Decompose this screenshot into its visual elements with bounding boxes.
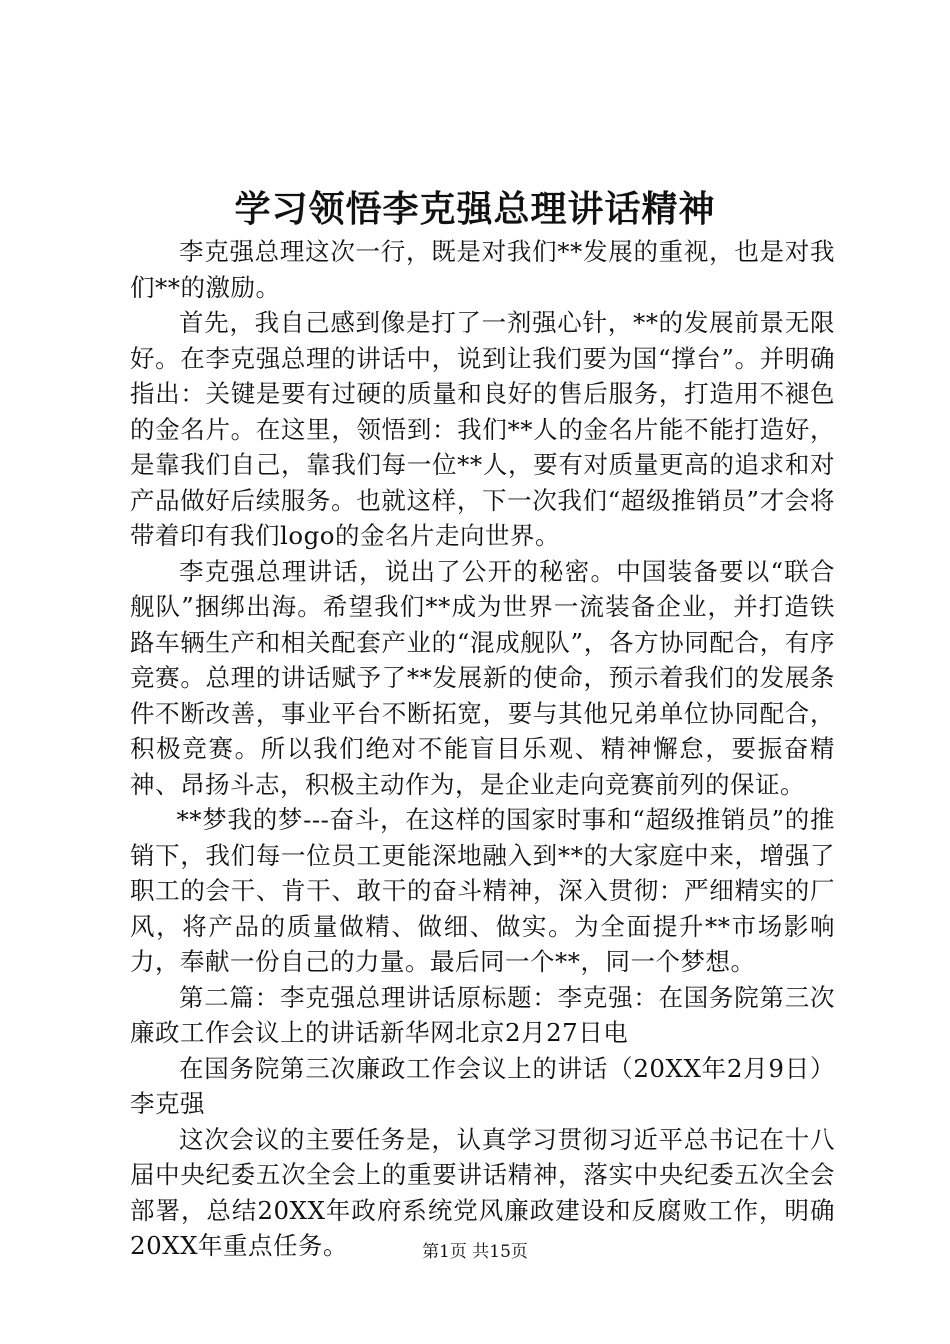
paragraph-5: 第二篇：李克强总理讲话原标题：李克强：在国务院第三次廉政工作会议上的讲话新华网北京2月27日电 — [130, 982, 835, 1047]
paragraph-1: 李克强总理这次一行，既是对我们**发展的重视，也是对我们**的激励。 — [130, 237, 835, 302]
document-title: 学习领悟李克强总理讲话精神 — [234, 188, 716, 230]
paragraph-6: 在国务院第三次廉政工作会议上的讲话（20XX年2月9日）李克强 — [130, 1053, 835, 1118]
paragraph-4: **梦我的梦---奋斗，在这样的国家时事和“超级推销员”的推销下，我们每一位员工更能深地融入到**的大家庭中来，增强了职工的会干、肯干、敢干的奋斗精神，深入贯彻：严细精实的厂风，将产品的质量做精、做细、做实。为全面提升**市场影响力，奉献一份自己的力量。最后同一个**，同一个梦想。 — [130, 805, 835, 976]
paragraph-2: 首先，我自己感到像是打了一剂强心针，**的发展前景无限好。在李克强总理的讲话中，说到让我们要为国“撑台”。并明确指出：关键是要有过硬的质量和良好的售后服务，打造用不褪色的金名片。在这里，领悟到：我们**人的金名片能不能打造好，是靠我们自己，靠我们每一位**人，要有对质量更高的追求和对产品做好后续服务。也就这样，下一次我们“超级推销员”才会将带着印有我们logo的金名片走向世界。 — [130, 308, 835, 550]
document-body — [130, 234, 835, 1264]
paragraph-3: 李克强总理讲话，说出了公开的秘密。中国装备要以“联合舰队”捆绑出海。希望我们**成为世界一流装备企业，并打造铁路车辆生产和相关配套产业的“混成舰队”，各方协同配合，有序竞赛。总理的讲话赋予了**发展新的使命，预示着我们的发展条件不断改善，事业平台不断拓宽，要与其他兄弟单位协同配合，积极竞赛。所以我们绝对不能盲目乐观、精神懈怠，要振奋精神、昂扬斗志，积极主动作为，是企业走向竞赛前列的保证。 — [130, 556, 835, 799]
page-footer: 第1页 共15页 — [422, 1242, 528, 1262]
paragraph-7: 这次会议的主要任务是，认真学习贯彻习近平总书记在十八届中央纪委五次全会上的重要讲话精神，落实中央纪委五次全会部署，总结20XX年政府系统党风廉政建设和反腐败工作，明确20XX年重点任务。 — [130, 1124, 835, 1260]
